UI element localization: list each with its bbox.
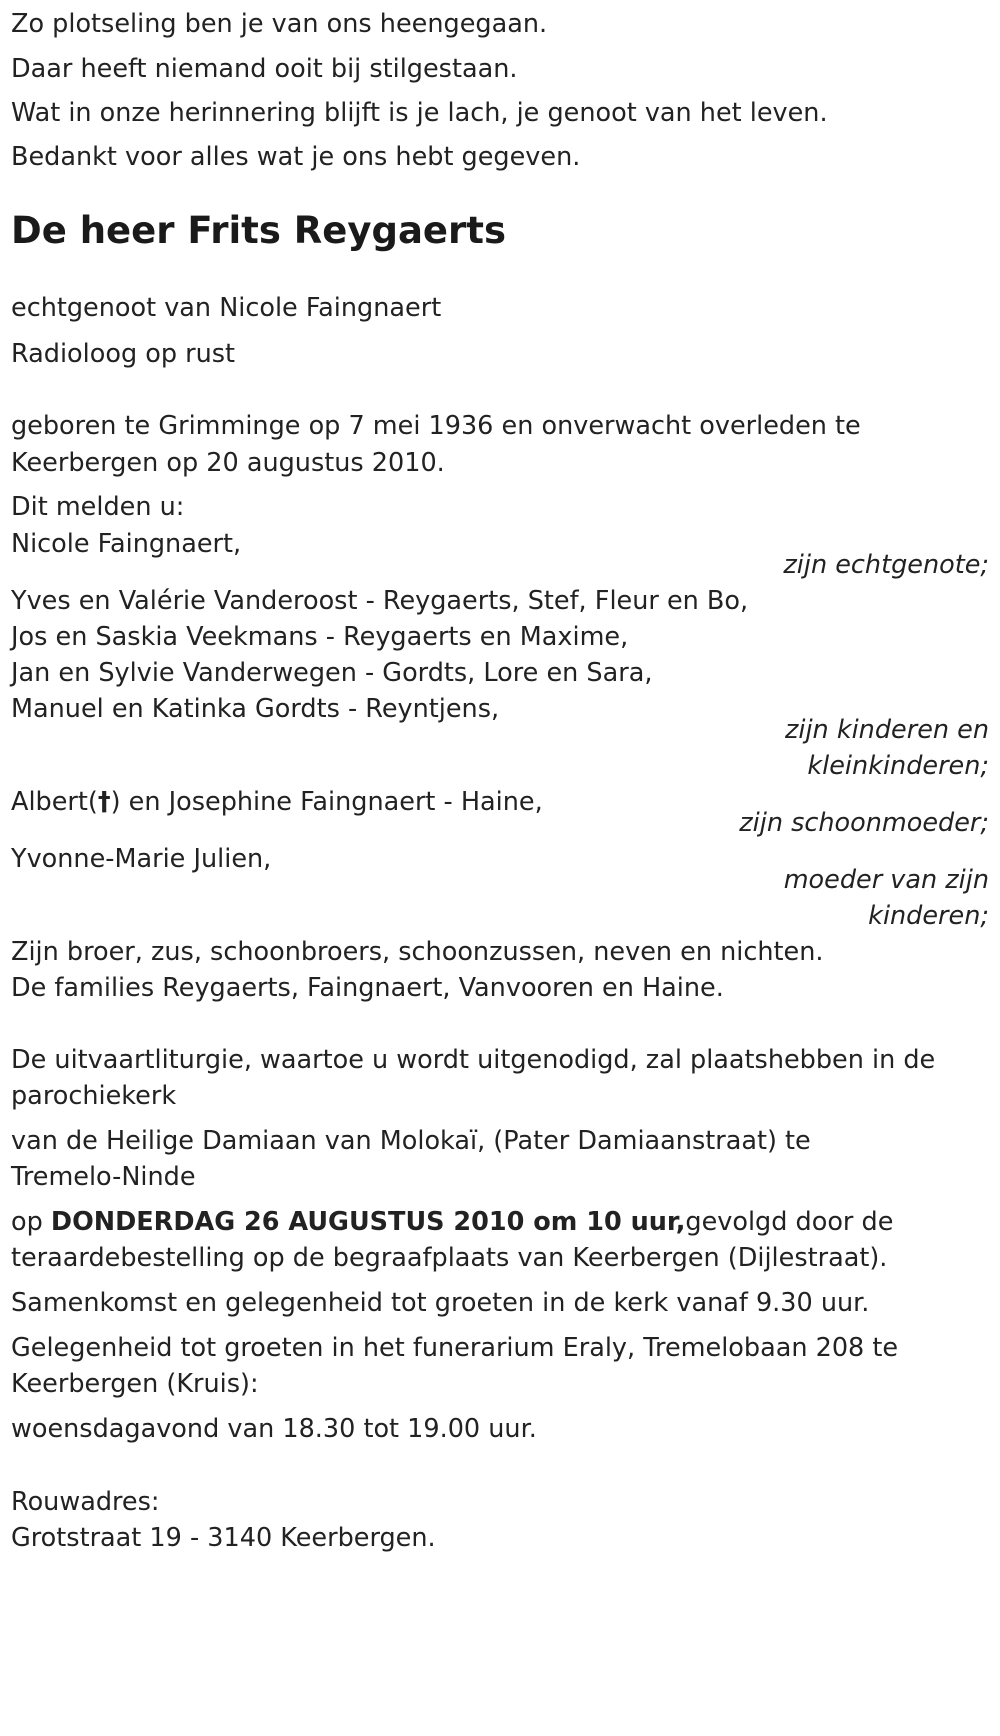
- deceased-name-title: De heer Frits Reygaerts: [11, 209, 506, 252]
- mother-of-children-relation-1: moeder van zijn: [783, 865, 989, 895]
- address-label: Rouwadres:: [11, 1487, 160, 1517]
- children-line-4: Manuel en Katinka Gordts - Reyntjens,: [11, 694, 500, 724]
- birth-line-2: Keerbergen op 20 augustus 2010.: [11, 448, 445, 478]
- funeral-date-bold: DONDERDAG 26 AUGUSTUS 2010 om 10 uur,: [50, 1207, 686, 1237]
- poem-line-1: Zo plotseling ben je van ons heengegaan.: [11, 9, 548, 39]
- funeral-line-4: Tremelo-Ninde: [11, 1162, 196, 1192]
- funeral-date-line: [11, 1207, 893, 1237]
- mother-of-children-relation-2: kinderen;: [868, 901, 989, 931]
- children-line-1: Yves en Valérie Vanderoost - Reygaerts, Stef, Fleur en Bo,: [11, 586, 749, 616]
- gathering-line: Samenkomst en gelegenheid tot groeten in de kerk vanaf 9.30 uur.: [11, 1288, 870, 1318]
- announcement-intro: Dit melden u:: [11, 492, 185, 522]
- mother-in-law-name-suffix: ) en Josephine Faingnaert - Haine,: [110, 787, 543, 817]
- family-line-2: De families Reygaerts, Faingnaert, Vanvooren en Haine.: [11, 973, 724, 1003]
- family-line-1: Zijn broer, zus, schoonbroers, schoonzussen, neven en nichten.: [11, 937, 824, 967]
- children-line-2: Jos en Saskia Veekmans - Reygaerts en Maxime,: [11, 622, 629, 652]
- address-value: Grotstraat 19 - 3140 Keerbergen.: [11, 1523, 436, 1553]
- mother-in-law-relation: zijn schoonmoeder;: [739, 808, 989, 838]
- funeral-line-3: van de Heilige Damiaan van Molokaï, (Pater Damiaanstraat) te: [11, 1126, 811, 1156]
- mother-in-law-name: [11, 787, 543, 817]
- poem-line-3: Wat in onze herinnering blijft is je lach, je genoot van het leven.: [11, 98, 828, 128]
- funeral-line-6: teraardebestelling op de begraafplaats van Keerbergen (Dijlestraat).: [11, 1243, 888, 1273]
- spouse-relation: zijn echtgenote;: [783, 550, 989, 580]
- mother-in-law-name-prefix: Albert(: [11, 787, 98, 817]
- visiting-line: woensdagavond van 18.30 tot 19.00 uur.: [11, 1414, 537, 1444]
- mother-of-children-name: Yvonne-Marie Julien,: [11, 844, 272, 874]
- children-line-3: Jan en Sylvie Vanderwegen - Gordts, Lore en Sara,: [11, 658, 653, 688]
- cross-icon: †: [97, 787, 111, 817]
- poem-line-4: Bedankt voor alles wat je ons hebt gegeven.: [11, 142, 581, 172]
- profession-line: Radioloog op rust: [11, 339, 236, 369]
- spouse-name: Nicole Faingnaert,: [11, 529, 242, 559]
- birth-line-1: geboren te Grimminge op 7 mei 1936 en onverwacht overleden te: [11, 411, 861, 441]
- funeral-home-line-2: Keerbergen (Kruis):: [11, 1369, 259, 1399]
- funeral-line-1: De uitvaartliturgie, waartoe u wordt uitgenodigd, zal plaatshebben in de: [11, 1045, 936, 1075]
- spouse-line: echtgenoot van Nicole Faingnaert: [11, 293, 442, 323]
- funeral-date-suffix: gevolgd door de: [685, 1207, 894, 1237]
- funeral-home-line-1: Gelegenheid tot groeten in het funerarium Eraly, Tremelobaan 208 te: [11, 1333, 899, 1363]
- children-relation-2: kleinkinderen;: [807, 751, 989, 781]
- funeral-date-prefix: op: [11, 1207, 51, 1237]
- funeral-line-2: parochiekerk: [11, 1081, 177, 1111]
- children-relation-1: zijn kinderen en: [785, 715, 989, 745]
- poem-line-2: Daar heeft niemand ooit bij stilgestaan.: [11, 54, 518, 84]
